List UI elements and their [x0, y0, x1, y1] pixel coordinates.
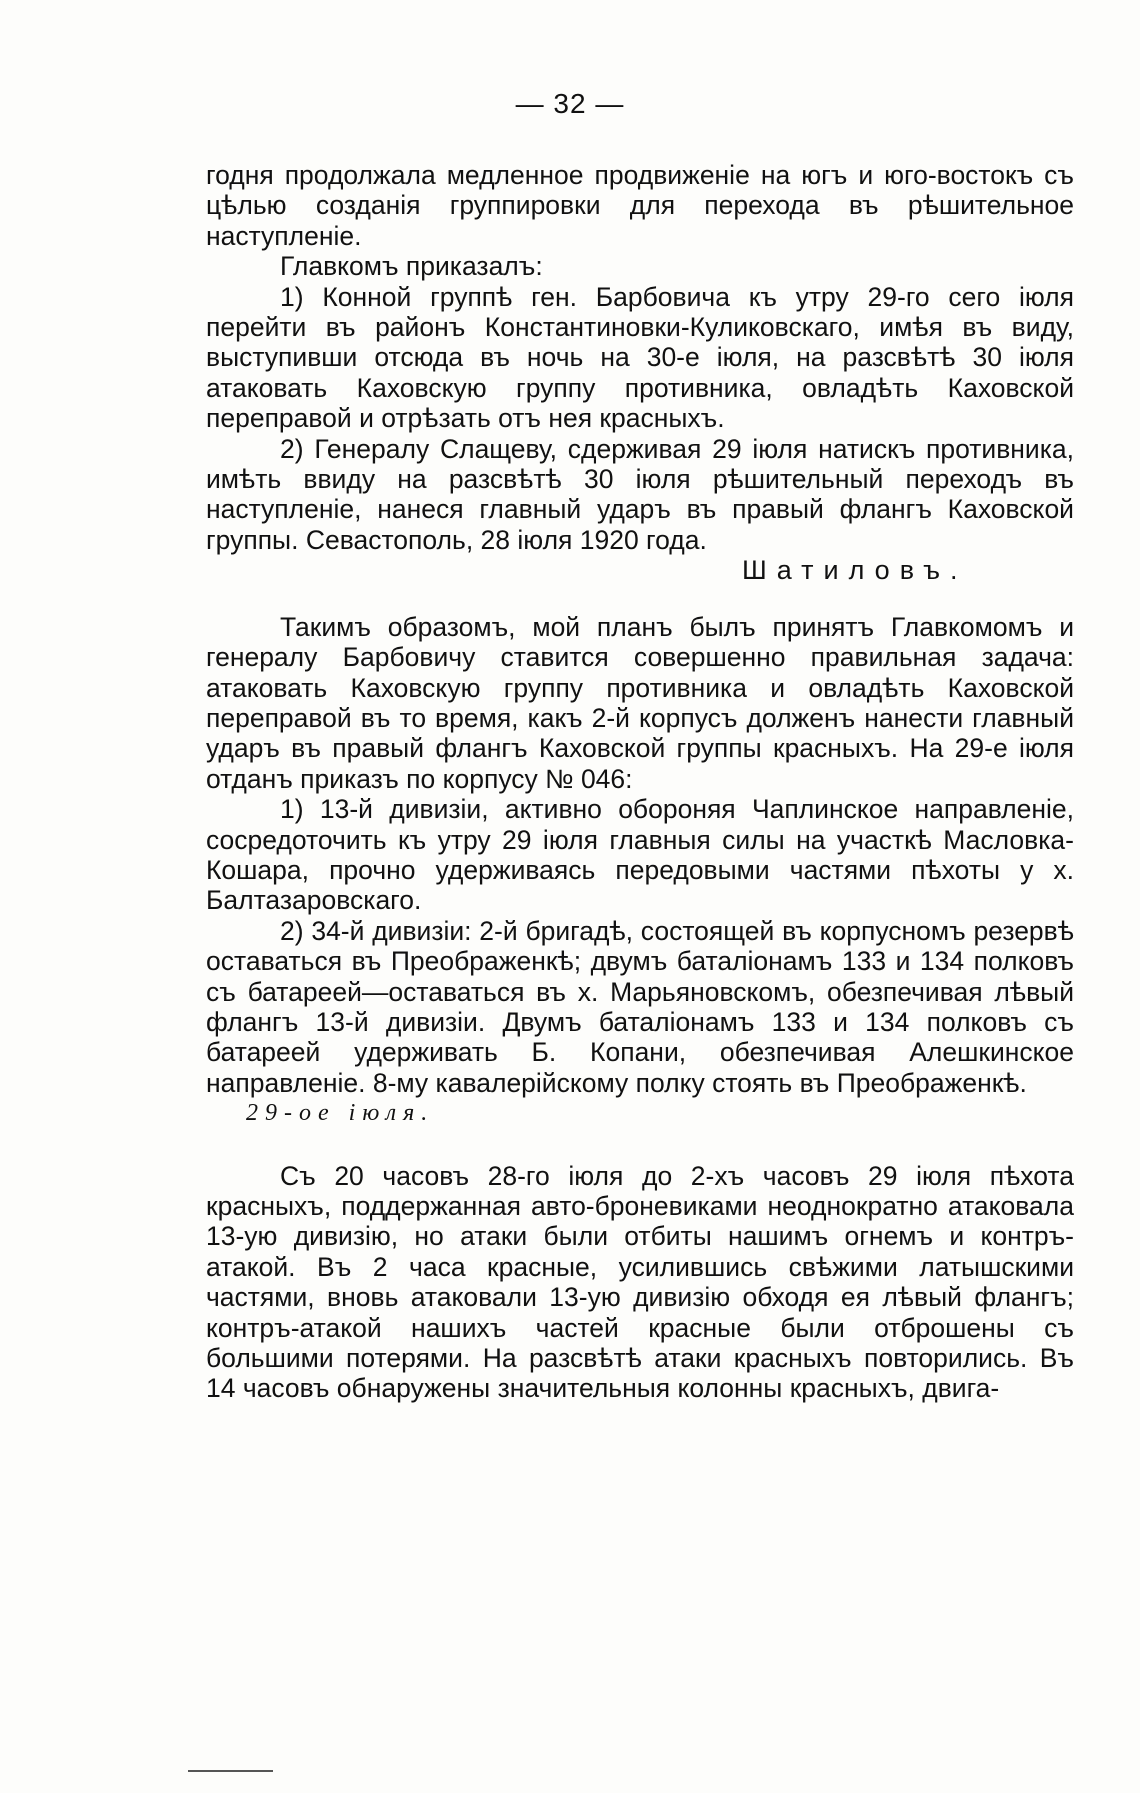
footer-rule: [188, 1770, 273, 1772]
paragraph: годня продолжала медленное продвиженіе на югъ и юго-востокъ съ цѣлью созданія группировки для перехода въ рѣшительное наступленіе.: [206, 160, 1074, 251]
paragraph: Такимъ образомъ, мой планъ былъ принятъ Главкомомъ и генералу Барбовичу ставится совершенно правильная задача: атаковать Каховскую группу противника и овладѣть Каховской переправой въ то время, какъ 2-й корпусъ долженъ нанести главный ударъ въ правый флангъ Каховской группы красныхъ. На 29-е іюля отданъ приказъ по корпусу № 046:: [206, 611, 1074, 794]
paragraph: 1) 13-й дивизіи, активно обороняя Чаплинское направленіе, сосредоточить къ утру 29 іюля главныя силы на участкѣ Масловка-Кошара, прочно удерживаясь передовыми частями пѣхоты у х. Балтазаровскаго.: [206, 794, 1074, 916]
spacer: [206, 1129, 1074, 1161]
middle-section: [206, 612, 1074, 1099]
top-section: [206, 160, 1074, 555]
bottom-section: [206, 1161, 1074, 1404]
paragraph: Съ 20 часовъ 28-го іюля до 2-хъ часовъ 29 іюля пѣхота красныхъ, поддержанная авто-броневиками неоднократно атаковала 13-ую дивизію, но атаки были отбиты нашимъ огнемъ и контръ-атакой. Въ 2 часа красные, усилившись свѣжими латышскими частями, вновь атаковали 13-ую дивизію обходя ея лѣвый флангъ; контръ-атакой нашихъ частей красные были отброшены съ большими потерями. На разсвѣтѣ атаки красныхъ повторились. Въ 14 часовъ обнаружены значительныя колонны красныхъ, двига-: [206, 1160, 1074, 1404]
signature: Шатиловъ.: [742, 555, 968, 586]
spacer: [206, 586, 1074, 612]
paragraph: 2) 34-й дивизіи: 2-й бригадѣ, состоящей въ корпусномъ резервѣ оставаться въ Преображенкѣ; двумъ баталіонамъ 133 и 134 полковъ съ батареей—оставаться въ х. Марьяновскомъ, обезпечивая лѣвый флангъ 13-й дивизіи. Двумъ баталіонамъ 133 и 134 полковъ съ батареей удерживать Б. Копани, обезпечивая Алешкинское направленіе. 8-му кавалерійскому полку стоять въ Преображенкѣ.: [206, 915, 1074, 1098]
page-text: [206, 160, 1074, 1404]
paragraph: 2) Генералу Слащеву, сдерживая 29 іюля натискъ противника, имѣть ввиду на разсвѣтѣ 30 іюля рѣшительный переходъ въ наступленіе, нанеся главный ударъ въ правый флангъ Каховской группы. Севастополь, 28 іюля 1920 года.: [206, 433, 1074, 555]
paragraph: Главкомъ приказалъ:: [280, 251, 543, 282]
paragraph: 1) Конной группѣ ген. Барбовича къ утру 29-го сего іюля перейти въ районъ Константиновки-Куликовскаго, имѣя въ виду, выступивши отсюда въ ночь на 30-е іюля, на разсвѣтѣ 30 іюля атаковать Каховскую группу противника, овладѣть Каховской переправой и отрѣзать отъ нея красныхъ.: [206, 281, 1074, 434]
date-heading: 29-ое іюля.: [246, 1100, 435, 1127]
page-number: — 32 —: [515, 88, 625, 119]
